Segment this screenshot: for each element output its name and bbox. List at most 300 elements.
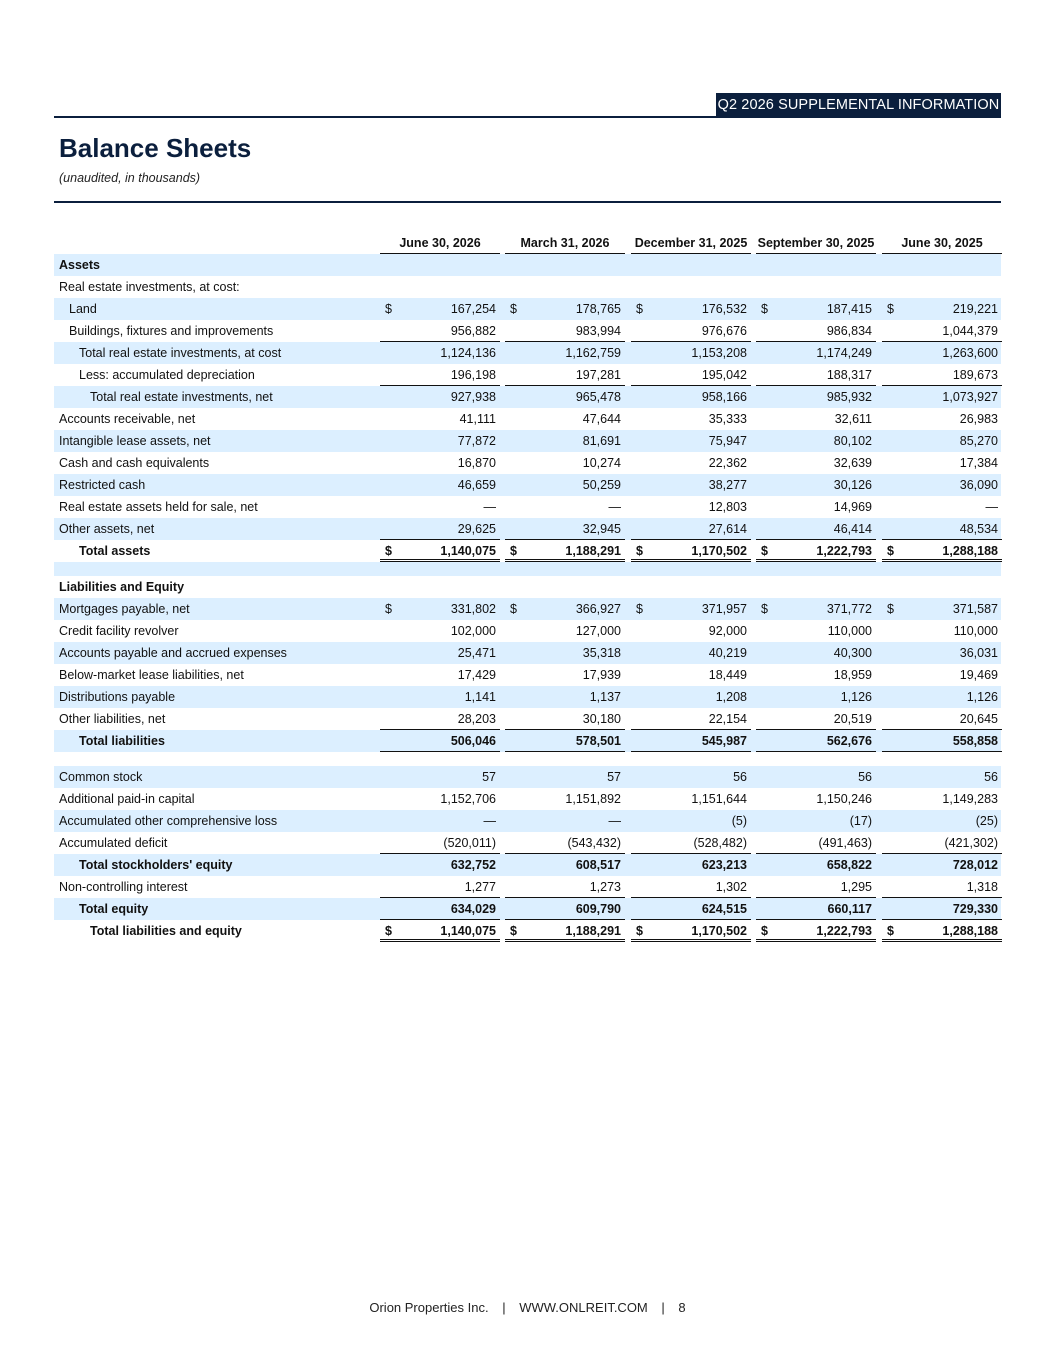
section-header-row — [54, 254, 1001, 276]
currency-symbol: $ — [887, 544, 894, 558]
table-cell — [505, 730, 625, 752]
cell-value: 110,000 — [827, 624, 872, 638]
table-cell — [631, 920, 751, 942]
table-cell — [631, 686, 751, 708]
table-cell — [505, 342, 625, 364]
table-cell — [380, 386, 500, 408]
row-label: Other assets, net — [59, 522, 155, 536]
table-cell — [756, 496, 876, 518]
table-row — [54, 474, 1001, 496]
cell-value: 188,317 — [826, 368, 872, 382]
table-cell — [505, 298, 625, 320]
row-label: Total liabilities — [79, 734, 165, 748]
table-cell — [882, 364, 1002, 386]
cell-value: — — [985, 500, 998, 514]
table-row — [54, 664, 1001, 686]
table-cell — [756, 766, 876, 788]
table-cell — [882, 898, 1002, 920]
cell-value: 983,994 — [575, 324, 621, 338]
balance-sheet-table — [54, 218, 1001, 942]
cell-value: 578,501 — [575, 734, 621, 748]
table-cell — [380, 708, 500, 730]
cell-value: — — [483, 814, 496, 828]
cell-value: 1,150,246 — [816, 792, 872, 806]
cell-value: 40,219 — [708, 646, 747, 660]
table-row — [54, 810, 1001, 832]
cell-value: 18,959 — [833, 668, 872, 682]
row-label: Total real estate investments, net — [90, 390, 273, 404]
table-cell — [882, 408, 1002, 430]
cell-value: 14,969 — [833, 500, 872, 514]
table-cell — [505, 620, 625, 642]
currency-symbol: $ — [636, 302, 643, 316]
cell-value: (491,463) — [818, 836, 872, 850]
table-cell — [756, 386, 876, 408]
cell-value: 92,000 — [708, 624, 747, 638]
cell-value: 81,691 — [582, 434, 621, 448]
cell-value: 22,362 — [708, 456, 747, 470]
cell-value: (528,482) — [693, 836, 747, 850]
currency-symbol: $ — [887, 924, 894, 938]
cell-value: 1,137 — [589, 690, 621, 704]
cell-value: 1,152,706 — [440, 792, 496, 806]
table-cell — [756, 364, 876, 386]
cell-value: 26,983 — [959, 412, 998, 426]
cell-value: 1,124,136 — [440, 346, 496, 360]
table-cell — [631, 408, 751, 430]
row-label: Accounts receivable, net — [59, 412, 196, 426]
table-cell — [882, 320, 1002, 342]
table-cell — [505, 708, 625, 730]
cell-value: (421,302) — [944, 836, 998, 850]
cell-value: 102,000 — [450, 624, 496, 638]
cell-value: 48,534 — [959, 522, 998, 536]
cell-value: 1,318 — [966, 880, 998, 894]
table-top-rule — [54, 201, 1001, 203]
table-cell — [631, 730, 751, 752]
cell-value: 956,882 — [450, 324, 496, 338]
table-cell — [756, 686, 876, 708]
table-cell — [380, 620, 500, 642]
table-row — [54, 364, 1001, 386]
row-label: Intangible lease assets, net — [59, 434, 211, 448]
footer-url[interactable]: WWW.ONLREIT.COM — [519, 1300, 648, 1315]
currency-symbol: $ — [761, 602, 768, 616]
cell-value: 660,117 — [827, 902, 872, 916]
table-cell — [756, 320, 876, 342]
cell-value: 1,174,249 — [816, 346, 872, 360]
table-cell — [505, 642, 625, 664]
cell-value: 196,198 — [450, 368, 496, 382]
currency-symbol: $ — [636, 602, 643, 616]
table-cell — [505, 598, 625, 620]
table-row — [54, 642, 1001, 664]
column-header: December 31, 2025 — [631, 218, 751, 254]
table-cell — [882, 708, 1002, 730]
table-cell — [882, 642, 1002, 664]
footer-company: Orion Properties Inc. — [369, 1300, 489, 1315]
cell-value: 56 — [733, 770, 747, 784]
row-label: Non-controlling interest — [59, 880, 188, 894]
cell-value: 29,625 — [457, 522, 496, 536]
row-label: Less: accumulated depreciation — [79, 368, 255, 382]
cell-value: 17,939 — [582, 668, 621, 682]
table-cell — [380, 474, 500, 496]
table-cell — [380, 788, 500, 810]
cell-value: 219,221 — [952, 302, 998, 316]
cell-value: 1,170,502 — [691, 544, 747, 558]
cell-value: 986,834 — [826, 324, 872, 338]
table-cell — [505, 474, 625, 496]
table-cell — [380, 452, 500, 474]
header-badge: Q2 2026 SUPPLEMENTAL INFORMATION — [716, 93, 1001, 118]
table-cell — [380, 598, 500, 620]
cell-value: 167,254 — [450, 302, 496, 316]
cell-value: 38,277 — [708, 478, 747, 492]
cell-value: 331,802 — [450, 602, 496, 616]
table-cell — [380, 430, 500, 452]
cell-value: 189,673 — [952, 368, 998, 382]
cell-value: 36,090 — [959, 478, 998, 492]
table-cell — [756, 642, 876, 664]
table-cell — [756, 298, 876, 320]
row-label: Accounts payable and accrued expenses — [59, 646, 287, 660]
cell-value: 17,429 — [457, 668, 496, 682]
currency-symbol: $ — [761, 302, 768, 316]
cell-value: 47,644 — [582, 412, 621, 426]
table-cell — [631, 496, 751, 518]
table-row — [54, 430, 1001, 452]
column-header: June 30, 2026 — [380, 218, 500, 254]
table-cell — [882, 810, 1002, 832]
table-body — [54, 254, 1001, 942]
cell-value: 75,947 — [708, 434, 747, 448]
table-row — [54, 452, 1001, 474]
cell-value: 371,957 — [701, 602, 747, 616]
table-cell — [380, 766, 500, 788]
cell-value: 371,587 — [952, 602, 998, 616]
cell-value: 1,170,502 — [691, 924, 747, 938]
row-label: Liabilities and Equity — [59, 580, 185, 594]
table-cell — [380, 686, 500, 708]
table-cell — [631, 854, 751, 876]
cell-value: 56 — [984, 770, 998, 784]
cell-value: 562,676 — [826, 734, 872, 748]
table-cell — [882, 598, 1002, 620]
row-label: Total equity — [79, 902, 149, 916]
table-cell — [882, 730, 1002, 752]
table-cell — [756, 832, 876, 854]
cell-value: 958,166 — [701, 390, 747, 404]
cell-value: 608,517 — [575, 858, 621, 872]
table-cell — [505, 496, 625, 518]
table-cell — [882, 518, 1002, 540]
table-row — [54, 386, 1001, 408]
currency-symbol: $ — [510, 602, 517, 616]
table-row — [54, 518, 1001, 540]
cell-value: — — [608, 814, 621, 828]
cell-value: 25,471 — [457, 646, 496, 660]
table-cell — [631, 788, 751, 810]
cell-value: 20,519 — [833, 712, 872, 726]
cell-value: 624,515 — [701, 902, 747, 916]
cell-value: 366,927 — [575, 602, 621, 616]
cell-value: 57 — [482, 770, 496, 784]
row-label: Other liabilities, net — [59, 712, 166, 726]
cell-value: 1,188,291 — [565, 924, 621, 938]
row-label: Real estate investments, at cost: — [59, 280, 240, 294]
cell-value: 57 — [607, 770, 621, 784]
table-cell — [380, 898, 500, 920]
cell-value: 1,073,927 — [942, 390, 998, 404]
table-cell — [631, 540, 751, 562]
table-cell — [882, 452, 1002, 474]
table-cell — [505, 898, 625, 920]
cell-value: 371,772 — [826, 602, 872, 616]
row-label: Real estate assets held for sale, net — [59, 500, 258, 514]
cell-value: 634,029 — [450, 902, 496, 916]
cell-value: (25) — [975, 814, 998, 828]
cell-value: 1,151,892 — [565, 792, 621, 806]
column-header: June 30, 2025 — [882, 218, 1002, 254]
row-label: Below-market lease liabilities, net — [59, 668, 244, 682]
table-cell — [380, 518, 500, 540]
row-label: Total liabilities and equity — [90, 924, 242, 938]
table-cell — [631, 452, 751, 474]
table-cell — [756, 518, 876, 540]
column-header: September 30, 2025 — [756, 218, 876, 254]
table-cell — [380, 496, 500, 518]
cell-value: 729,330 — [952, 902, 998, 916]
table-cell — [631, 876, 751, 898]
cell-value: 46,414 — [833, 522, 872, 536]
row-label: Land — [69, 302, 97, 316]
cell-value: 1,273 — [589, 880, 621, 894]
table-cell — [631, 664, 751, 686]
cell-value: 46,659 — [457, 478, 496, 492]
row-spacer — [54, 562, 1001, 576]
currency-symbol: $ — [887, 602, 894, 616]
table-row — [54, 898, 1001, 920]
row-label: Common stock — [59, 770, 143, 784]
row-spacer — [54, 752, 1001, 766]
cell-value: 1,208 — [715, 690, 747, 704]
cell-value: 976,676 — [701, 324, 747, 338]
cell-value: 35,318 — [582, 646, 621, 660]
table-cell — [505, 430, 625, 452]
cell-value: 195,042 — [701, 368, 747, 382]
table-cell — [380, 920, 500, 942]
cell-value: 176,532 — [701, 302, 747, 316]
table-row — [54, 342, 1001, 364]
cell-value: 1,151,644 — [691, 792, 747, 806]
cell-value: 1,222,793 — [816, 544, 872, 558]
cell-value: 30,180 — [582, 712, 621, 726]
table-cell — [882, 342, 1002, 364]
table-cell — [380, 810, 500, 832]
table-row — [54, 620, 1001, 642]
cell-value: 32,945 — [582, 522, 621, 536]
table-row — [54, 686, 1001, 708]
cell-value: 28,203 — [457, 712, 496, 726]
cell-value: 1,288,188 — [942, 924, 998, 938]
cell-value: — — [483, 500, 496, 514]
table-row — [54, 540, 1001, 562]
table-cell — [631, 620, 751, 642]
cell-value: 1,288,188 — [942, 544, 998, 558]
table-cell — [631, 430, 751, 452]
cell-value: 40,300 — [833, 646, 872, 660]
cell-value: 50,259 — [582, 478, 621, 492]
cell-value: 1,263,600 — [942, 346, 998, 360]
table-cell — [631, 898, 751, 920]
table-cell — [505, 876, 625, 898]
table-row — [54, 496, 1001, 518]
cell-value: 77,872 — [457, 434, 496, 448]
cell-value: 1,044,379 — [942, 324, 998, 338]
table-cell — [631, 320, 751, 342]
row-label: Credit facility revolver — [59, 624, 179, 638]
table-row — [54, 730, 1001, 752]
table-row — [54, 788, 1001, 810]
section-header-row — [54, 576, 1001, 598]
cell-value: 545,987 — [701, 734, 747, 748]
table-cell — [380, 642, 500, 664]
table-row — [54, 876, 1001, 898]
cell-value: 41,111 — [459, 412, 496, 426]
cell-value: 985,932 — [826, 390, 872, 404]
table-cell — [505, 386, 625, 408]
table-cell — [882, 620, 1002, 642]
cell-value: 1,222,793 — [816, 924, 872, 938]
table-cell — [505, 788, 625, 810]
row-label: Accumulated other comprehensive loss — [59, 814, 278, 828]
cell-value: 1,188,291 — [565, 544, 621, 558]
table-cell — [380, 364, 500, 386]
currency-symbol: $ — [761, 544, 768, 558]
cell-value: 728,012 — [952, 858, 998, 872]
currency-symbol: $ — [385, 544, 392, 558]
currency-symbol: $ — [510, 924, 517, 938]
table-cell — [756, 408, 876, 430]
cell-value: 85,270 — [959, 434, 998, 448]
cell-value: 558,858 — [952, 734, 998, 748]
table-header — [54, 218, 1001, 254]
table-cell — [631, 832, 751, 854]
table-cell — [756, 474, 876, 496]
cell-value: 19,469 — [959, 668, 998, 682]
table-row — [54, 708, 1001, 730]
row-label: Total real estate investments, at cost — [79, 346, 282, 360]
cell-value: 12,803 — [708, 500, 747, 514]
row-label: Cash and cash equivalents — [59, 456, 210, 470]
currency-symbol: $ — [385, 602, 392, 616]
table-cell — [380, 342, 500, 364]
table-cell — [505, 408, 625, 430]
cell-value: 10,274 — [582, 456, 621, 470]
cell-value: 1,126 — [840, 690, 872, 704]
cell-value: 80,102 — [833, 434, 872, 448]
table-cell — [505, 540, 625, 562]
page-title: Balance Sheets — [59, 133, 252, 163]
cell-value: 965,478 — [575, 390, 621, 404]
footer-separator: | — [661, 1300, 665, 1315]
table-cell — [505, 832, 625, 854]
table-cell — [380, 664, 500, 686]
cell-value: (17) — [849, 814, 872, 828]
table-cell — [882, 386, 1002, 408]
cell-value: 623,213 — [701, 858, 747, 872]
table-cell — [882, 766, 1002, 788]
cell-value: 1,141 — [464, 690, 496, 704]
table-cell — [505, 320, 625, 342]
table-row — [54, 298, 1001, 320]
table-cell — [505, 810, 625, 832]
currency-symbol: $ — [385, 924, 392, 938]
currency-symbol: $ — [636, 924, 643, 938]
table-cell — [631, 518, 751, 540]
cell-value: 1,153,208 — [691, 346, 747, 360]
cell-value: 1,302 — [715, 880, 747, 894]
table-cell — [882, 496, 1002, 518]
page-subtitle: (unaudited, in thousands) — [59, 171, 201, 185]
table-cell — [882, 664, 1002, 686]
currency-symbol: $ — [761, 924, 768, 938]
table-cell — [631, 642, 751, 664]
cell-value: 1,140,075 — [440, 544, 496, 558]
table-cell — [882, 430, 1002, 452]
table-row — [54, 832, 1001, 854]
row-label: Assets — [59, 258, 100, 272]
cell-value: 927,938 — [450, 390, 496, 404]
cell-value: (5) — [731, 814, 747, 828]
row-label: Buildings, fixtures and improvements — [69, 324, 274, 338]
table-cell — [380, 854, 500, 876]
row-label: Accumulated deficit — [59, 836, 168, 850]
table-cell — [380, 832, 500, 854]
row-label: Mortgages payable, net — [59, 602, 190, 616]
table-cell — [756, 788, 876, 810]
cell-value: 32,611 — [834, 412, 872, 426]
cell-value: 178,765 — [575, 302, 621, 316]
table-cell — [380, 408, 500, 430]
cell-value: 1,140,075 — [440, 924, 496, 938]
table-cell — [631, 342, 751, 364]
table-cell — [505, 518, 625, 540]
footer-separator: | — [502, 1300, 506, 1315]
table-cell — [756, 540, 876, 562]
table-cell — [631, 810, 751, 832]
table-row — [54, 320, 1001, 342]
table-cell — [756, 876, 876, 898]
cell-value: 1,277 — [464, 880, 496, 894]
table-row — [54, 854, 1001, 876]
table-cell — [380, 298, 500, 320]
cell-value: 197,281 — [575, 368, 621, 382]
table-cell — [505, 452, 625, 474]
cell-value: 27,614 — [708, 522, 747, 536]
row-label: Total assets — [79, 544, 151, 558]
table-cell — [756, 898, 876, 920]
table-cell — [882, 686, 1002, 708]
table-cell — [631, 766, 751, 788]
cell-value: 30,126 — [833, 478, 872, 492]
column-header: March 31, 2026 — [505, 218, 625, 254]
cell-value: 32,639 — [833, 456, 872, 470]
table-cell — [505, 664, 625, 686]
cell-value: 187,415 — [826, 302, 872, 316]
currency-symbol: $ — [887, 302, 894, 316]
